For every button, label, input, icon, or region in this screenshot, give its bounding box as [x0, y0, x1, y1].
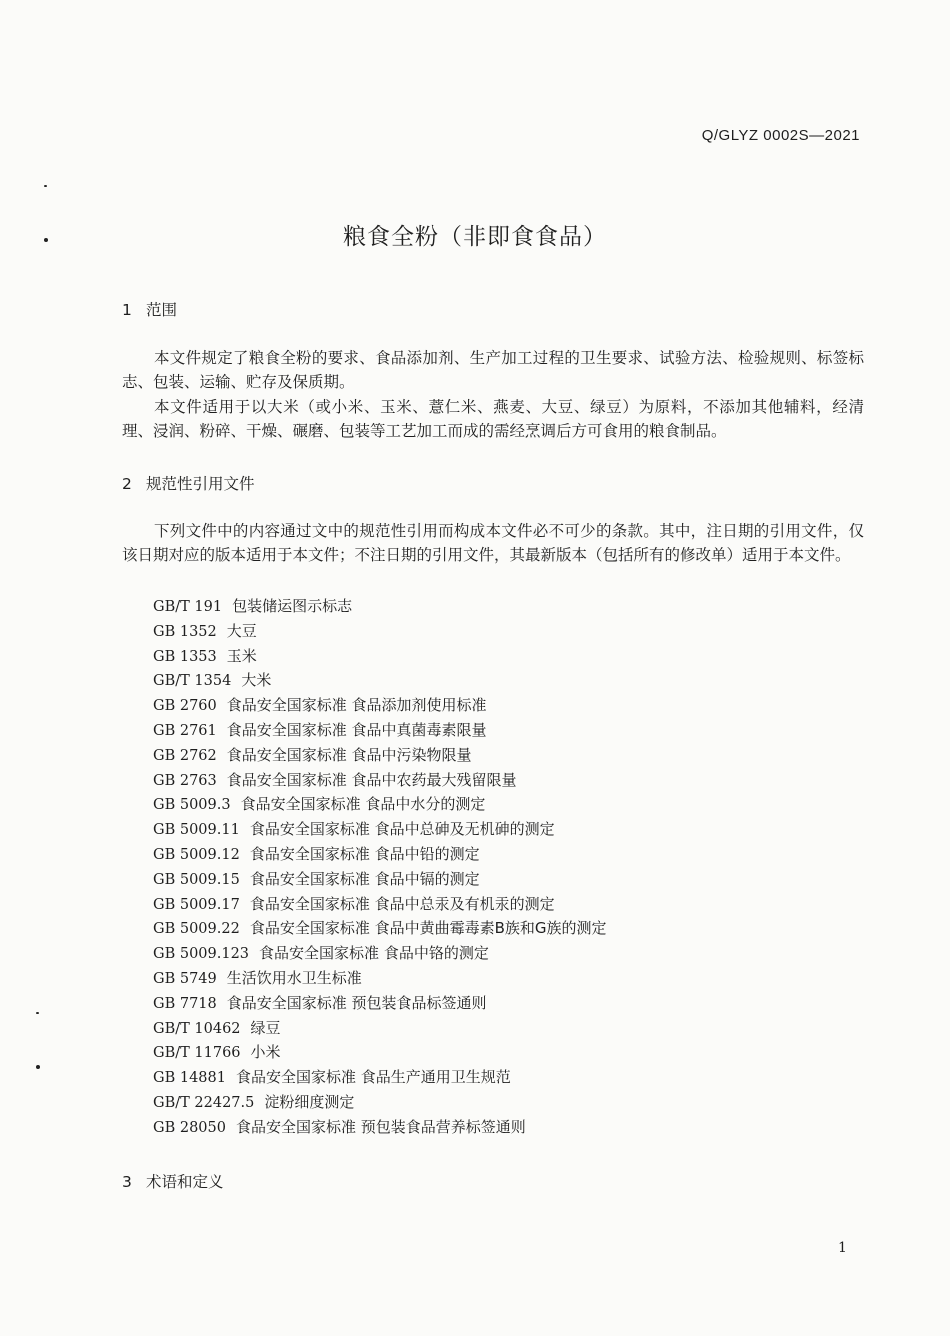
reference-title: 食品安全国家标准 食品生产通用卫生规范: [235, 1068, 511, 1087]
reference-code: GB/T 22427.5: [153, 1094, 255, 1111]
reference-title: 食品安全国家标准 预包装食品标签通则: [226, 993, 487, 1012]
reference-code: GB 5009.3: [153, 797, 231, 814]
reference-item: [153, 966, 607, 991]
reference-item: [153, 1090, 607, 1115]
reference-item: [153, 892, 607, 917]
reference-item: [153, 1065, 607, 1090]
section-title: 范围: [146, 301, 178, 319]
reference-title: 生活饮用水卫生标准: [226, 968, 362, 987]
reference-title: 食品安全国家标准 食品中镉的测定: [249, 869, 480, 888]
reference-item: [153, 619, 607, 644]
reference-item: [153, 693, 607, 718]
reference-code: GB 28050: [153, 1119, 226, 1136]
section-heading-scope: [122, 298, 177, 320]
section-title: 术语和定义: [146, 1173, 224, 1191]
reference-item: [153, 867, 607, 892]
reference-title: 玉米: [226, 646, 257, 665]
reference-item: [153, 644, 607, 669]
reference-code: GB 5009.11: [153, 822, 240, 839]
reference-item: [153, 1040, 607, 1065]
scope-paragraph-2: 本文件适用于以大米（或小米、玉米、薏仁米、燕麦、大豆、绿豆）为原料，不添加其他辅料，经清理、浸润、粉碎、干燥、碾磨、包装等工艺加工而成的需经烹调后方可食用的粮食制品。: [122, 398, 864, 440]
reference-title: 食品安全国家标准 食品中污染物限量: [226, 745, 472, 764]
reference-code: GB 5009.12: [153, 846, 240, 863]
reference-code: GB 2763: [153, 772, 217, 789]
reference-code: GB 7718: [153, 995, 217, 1012]
reference-code: GB 2762: [153, 747, 217, 764]
references-intro-paragraph: 下列文件中的内容通过文中的规范性引用而构成本文件必不可少的条款。其中，注日期的引用文件，仅该日期对应的版本适用于本文件；不注日期的引用文件，其最新版本（包括所有的修改单）适用于本文件。: [122, 522, 864, 564]
reference-item: [153, 743, 607, 768]
reference-item: [153, 1016, 607, 1041]
reference-code: GB 2761: [153, 722, 217, 739]
reference-item: [153, 941, 607, 966]
section-heading-normative-references: [122, 472, 255, 494]
page-number: 1: [838, 1240, 847, 1256]
reference-item: [153, 768, 607, 793]
scope-paragraph-1: 本文件规定了粮食全粉的要求、食品添加剂、生产加工过程的卫生要求、试验方法、检验规则、标签标志、包装、运输、贮存及保质期。: [122, 349, 864, 391]
reference-code: GB 1353: [153, 648, 217, 665]
reference-list: [153, 594, 607, 1140]
section-number: 1: [122, 301, 132, 319]
reference-title: 包装储运图示标志: [232, 597, 353, 615]
reference-code: GB/T 10462: [153, 1020, 241, 1037]
reference-title: 大米: [241, 671, 272, 690]
reference-code: GB 5009.15: [153, 871, 240, 888]
reference-code: GB/T 11766: [153, 1045, 241, 1062]
reference-item: [153, 594, 607, 619]
reference-item: [153, 792, 607, 817]
reference-item: [153, 991, 607, 1016]
section-number: 2: [122, 475, 132, 493]
reference-item: [153, 817, 607, 842]
reference-code: GB 5009.22: [153, 921, 240, 938]
reference-code: GB/T 1354: [153, 673, 232, 690]
section-heading-terms-definitions: [122, 1170, 224, 1192]
section-number: 3: [122, 1173, 132, 1191]
reference-title: 绿豆: [250, 1018, 281, 1037]
reference-title: 食品安全国家标准 食品添加剂使用标准: [226, 696, 487, 715]
standard-code: Q/GLYZ 0002S—2021: [701, 127, 860, 144]
scan-speck: [36, 1065, 40, 1069]
document-title: 粮食全粉（非即食食品）: [343, 224, 607, 250]
reference-title: 淀粉细度测定: [264, 1092, 355, 1111]
reference-item: [153, 916, 607, 941]
reference-title: 食品安全国家标准 食品中总砷及无机砷的测定: [249, 820, 555, 839]
reference-title: 食品安全国家标准 食品中总汞及有机汞的测定: [249, 894, 555, 913]
reference-code: GB 14881: [153, 1070, 226, 1087]
reference-item: [153, 668, 607, 693]
section-title: 规范性引用文件: [146, 475, 255, 493]
reference-title: 大豆: [226, 621, 257, 640]
reference-title: 食品安全国家标准 食品中真菌毒素限量: [226, 720, 487, 739]
reference-item: [153, 842, 607, 867]
scan-speck: [44, 185, 47, 187]
reference-code: GB 5009.123: [153, 946, 250, 963]
reference-title: 食品安全国家标准 预包装食品营养标签通则: [235, 1117, 526, 1136]
reference-title: 小米: [250, 1043, 281, 1062]
reference-title: 食品安全国家标准 食品中黄曲霉毒素B族和G族的测定: [249, 919, 607, 938]
reference-code: GB 5009.17: [153, 896, 240, 913]
reference-item: [153, 1115, 607, 1140]
reference-code: GB 2760: [153, 698, 217, 715]
reference-code: GB/T 191: [153, 599, 223, 615]
reference-code: GB 5749: [153, 970, 217, 987]
reference-title: 食品安全国家标准 食品中水分的测定: [240, 795, 486, 814]
reference-title: 食品安全国家标准 食品中铅的测定: [249, 844, 480, 863]
reference-code: GB 1352: [153, 623, 217, 640]
reference-title: 食品安全国家标准 食品中农药最大残留限量: [226, 770, 517, 789]
scan-speck: [36, 1012, 39, 1014]
reference-item: [153, 718, 607, 743]
reference-title: 食品安全国家标准 食品中铬的测定: [259, 944, 489, 963]
